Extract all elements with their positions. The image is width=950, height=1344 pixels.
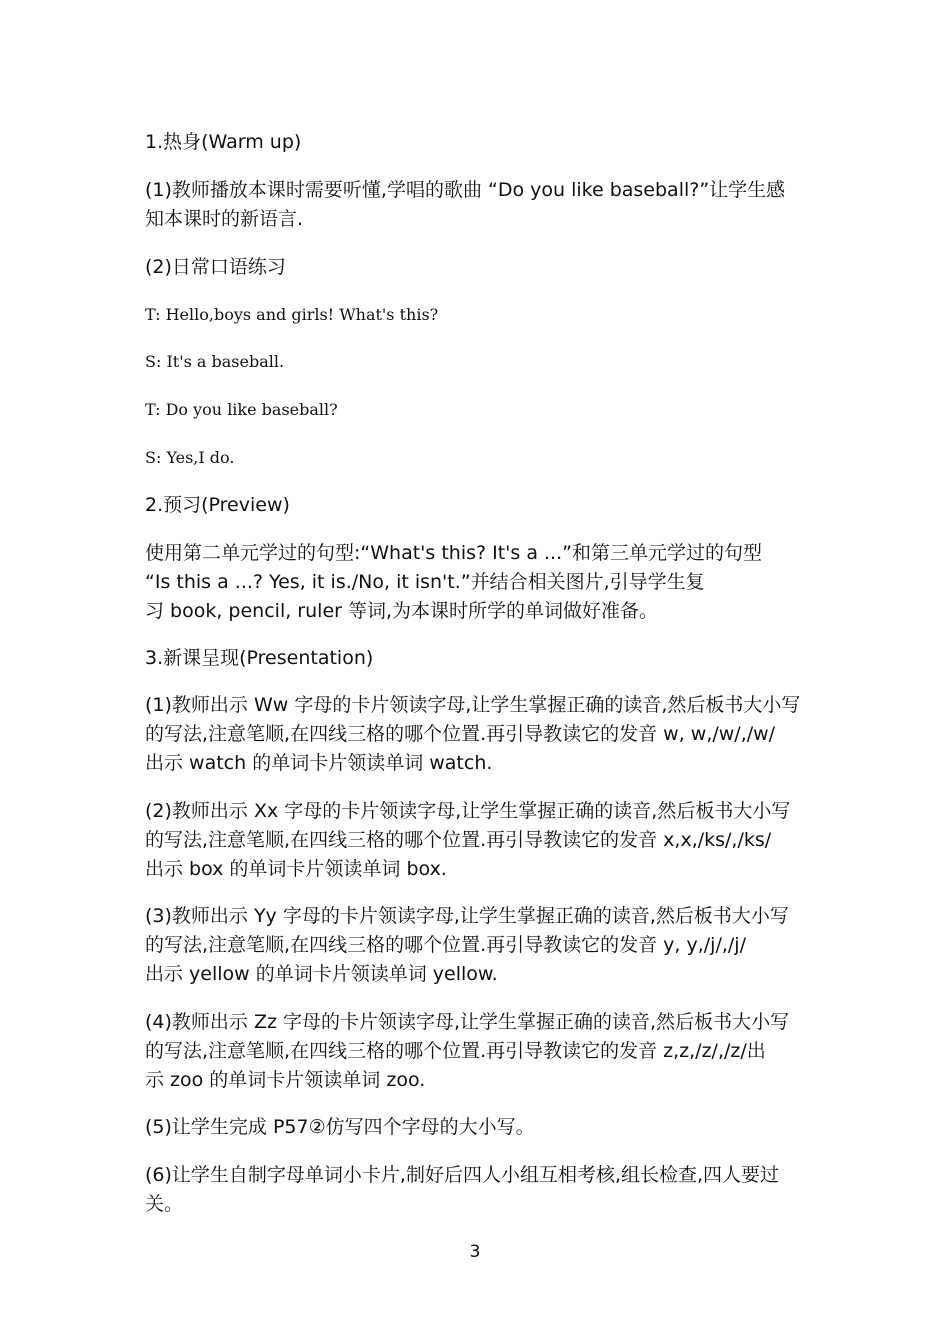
heading-presentation — [145, 644, 810, 673]
text-line: 出示 box 的单词卡片领读单词 box. — [145, 858, 447, 880]
text-line: 习 book, pencil, ruler 等词,为本课时所学的单词做好准备。 — [145, 600, 659, 622]
text-line: 使用第二单元学过的句型:“What's this? It's a ...”和第三单元学过的句型 — [145, 542, 762, 564]
paragraph-cards — [145, 1161, 810, 1219]
text-line: S: It's a baseball. — [145, 352, 285, 371]
text-line: 的写法,注意笔顺,在四线三格的哪个位置.再引导教读它的发音 y, y,/j/,/j/ — [145, 934, 746, 956]
heading-preview — [145, 491, 810, 520]
text-line: 关。 — [145, 1193, 184, 1215]
paragraph-letter-xx — [145, 797, 810, 884]
text-line: 的写法,注意笔顺,在四线三格的哪个位置.再引导教读它的发音 w, w,/w/,/w/ — [145, 723, 776, 745]
paragraph-preview — [145, 539, 810, 626]
text-line: S: Yes,I do. — [145, 448, 235, 467]
text-line: 3.新课呈现(Presentation) — [145, 647, 374, 669]
page-number: 3 — [469, 1242, 481, 1262]
text-line: (5)让学生完成 P57②仿写四个字母的大小写。 — [145, 1116, 535, 1138]
text-line: “Is this a ...? Yes, it is./No, it isn't.”并结合相关图片,引导学生复 — [145, 571, 705, 593]
paragraph-exercise — [145, 1113, 810, 1142]
dialogue-line — [145, 395, 810, 424]
text-line: T: Hello,boys and girls! What's this? — [145, 305, 439, 324]
text-line: (6)让学生自制字母单词小卡片,制好后四人小组互相考核,组长检查,四人要过 — [145, 1164, 780, 1186]
dialogue-line — [145, 300, 810, 329]
paragraph-oral-practice — [145, 253, 810, 282]
paragraph-song — [145, 176, 810, 234]
text-line: 1.热身(Warm up) — [145, 131, 302, 153]
paragraph-letter-ww — [145, 691, 810, 778]
text-line: (1)教师出示 Ww 字母的卡片领读字母,让学生掌握正确的读音,然后板书大小写 — [145, 694, 801, 716]
text-line: (1)教师播放本课时需要听懂,学唱的歌曲 “Do you like baseball?”让学生感 — [145, 179, 786, 201]
text-line: 知本课时的新语言. — [145, 208, 304, 230]
paragraph-letter-yy — [145, 902, 810, 989]
text-line: 示 zoo 的单词卡片领读单词 zoo. — [145, 1069, 426, 1091]
text-line: (2)教师出示 Xx 字母的卡片领读字母,让学生掌握正确的读音,然后板书大小写 — [145, 800, 791, 822]
heading-warm-up — [145, 128, 810, 157]
text-line: 的写法,注意笔顺,在四线三格的哪个位置.再引导教读它的发音 x,x,/ks/,/ks/ — [145, 829, 772, 851]
text-line: 的写法,注意笔顺,在四线三格的哪个位置.再引导教读它的发音 z,z,/z/,/z/出 — [145, 1040, 766, 1062]
paragraph-letter-zz — [145, 1008, 810, 1095]
dialogue-line — [145, 347, 810, 376]
text-line: (3)教师出示 Yy 字母的卡片领读字母,让学生掌握正确的读音,然后板书大小写 — [145, 905, 789, 927]
dialogue-line — [145, 443, 810, 472]
text-line: T: Do you like baseball? — [145, 400, 338, 419]
text-line: 2.预习(Preview) — [145, 494, 290, 516]
text-line: (2)日常口语练习 — [145, 256, 286, 278]
text-line: 出示 yellow 的单词卡片领读单词 yellow. — [145, 963, 498, 985]
text-line: (4)教师出示 Zz 字母的卡片领读字母,让学生掌握正确的读音,然后板书大小写 — [145, 1011, 790, 1033]
text-line: 出示 watch 的单词卡片领读单词 watch. — [145, 752, 493, 774]
